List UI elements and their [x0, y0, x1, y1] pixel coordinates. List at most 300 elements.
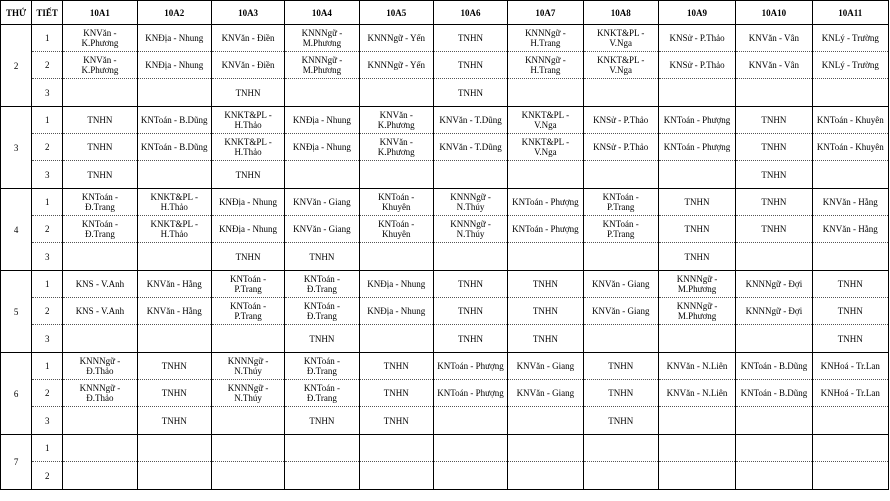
schedule-cell [433, 271, 507, 298]
schedule-cell [137, 79, 211, 107]
subject-teacher: KNVăn - T.Dũng [439, 142, 502, 152]
schedule-cell [812, 298, 888, 325]
period-number: 2 [32, 462, 63, 490]
schedule-cell [63, 271, 137, 298]
schedule-cell [63, 298, 137, 325]
subject-teacher: KNToán - Đ.Trang [303, 383, 340, 403]
schedule-cell [508, 380, 583, 407]
day-label: 5 [1, 271, 32, 353]
schedule-cell [359, 25, 433, 52]
subject-teacher: TNHN [761, 142, 787, 152]
subject-teacher: KNVăn - K.Phương [377, 137, 415, 157]
schedule-cell [736, 216, 812, 243]
subject-teacher: TNHN [532, 333, 558, 344]
schedule-cell [736, 298, 812, 325]
subject-teacher: TNHN [161, 388, 187, 398]
subject-teacher: KNNNgữ - N.Thúy [450, 219, 491, 239]
schedule-cell [812, 243, 888, 271]
header-row [1, 1, 889, 25]
schedule-cell [658, 298, 735, 325]
period-number: 3 [32, 407, 63, 435]
subject-teacher: KNĐịa - Nhung [367, 306, 426, 316]
schedule-cell [736, 462, 812, 490]
schedule-cell [583, 243, 658, 271]
schedule-cell [63, 189, 137, 216]
schedule-cell [285, 325, 359, 353]
schedule-cell [812, 52, 888, 79]
schedule-cell [812, 107, 888, 134]
subject-teacher: KNToán - Khuyên [816, 115, 884, 125]
subject-teacher: KNĐịa - Nhung [145, 33, 204, 43]
subject-teacher: KNToán - B.Dũng [740, 361, 808, 371]
schedule-cell [658, 134, 735, 161]
timetable-row [1, 407, 889, 435]
schedule-cell [63, 107, 137, 134]
schedule-cell [658, 107, 735, 134]
subject-teacher: TNHN [235, 87, 261, 98]
schedule-cell [583, 325, 658, 353]
subject-teacher: TNHN [608, 361, 634, 371]
schedule-cell [211, 271, 284, 298]
schedule-cell [137, 325, 211, 353]
schedule-cell [583, 435, 658, 462]
subject-teacher: KNToán - B.Dũng [140, 142, 208, 152]
subject-teacher: KNToán - Đ.Trang [303, 274, 340, 294]
subject-teacher: KNToán - Đ.Trang [303, 356, 340, 376]
subject-teacher: KNToán - Phượng [663, 142, 731, 152]
subject-teacher: KNToán - Khuyên [378, 192, 415, 212]
schedule-cell [583, 462, 658, 490]
schedule-cell [508, 435, 583, 462]
schedule-cell [211, 298, 284, 325]
subject-teacher: TNHN [458, 60, 484, 70]
schedule-cell [63, 407, 137, 435]
subject-teacher: KNVăn - Hằng [822, 224, 878, 234]
schedule-cell [63, 79, 137, 107]
subject-teacher: KNVăn - K.Phương [377, 110, 415, 130]
timetable-row [1, 271, 889, 298]
schedule-cell [433, 243, 507, 271]
subject-teacher: KNNNgữ - Đợi [745, 306, 803, 316]
subject-teacher: KNVăn - Giang [516, 388, 575, 398]
schedule-cell [583, 107, 658, 134]
schedule-cell [433, 407, 507, 435]
timetable-row [1, 161, 889, 189]
period-number: 1 [32, 107, 63, 134]
schedule-cell [211, 189, 284, 216]
subject-teacher: KNVăn - N.Liên [666, 361, 728, 371]
subject-teacher: TNHN [383, 388, 409, 398]
period-number: 1 [32, 25, 63, 52]
schedule-cell [658, 79, 735, 107]
subject-teacher: KNLý - Trường [821, 60, 879, 70]
schedule-cell [137, 462, 211, 490]
schedule-cell [583, 407, 658, 435]
subject-teacher: KNNNgữ - M.Phương [676, 274, 718, 294]
schedule-cell [63, 52, 137, 79]
subject-teacher: KNNNgữ - N.Thúy [227, 356, 269, 376]
schedule-cell [285, 462, 359, 490]
schedule-cell [285, 79, 359, 107]
subject-teacher: KNToán - P.Trang [230, 274, 267, 294]
header-day: THỨ [1, 1, 32, 25]
schedule-cell [137, 435, 211, 462]
schedule-cell [359, 407, 433, 435]
schedule-cell [736, 189, 812, 216]
schedule-cell [359, 189, 433, 216]
day-label: 2 [1, 25, 32, 107]
timetable-row [1, 107, 889, 134]
schedule-cell [211, 161, 284, 189]
subject-teacher: TNHN [383, 361, 409, 371]
schedule-cell [658, 243, 735, 271]
schedule-cell [658, 407, 735, 435]
subject-teacher: KNVăn - Điền [221, 60, 275, 70]
subject-teacher: TNHN [235, 169, 261, 180]
schedule-cell [658, 353, 735, 380]
schedule-cell [285, 189, 359, 216]
schedule-cell [583, 216, 658, 243]
subject-teacher: KNToán - P.Trang [230, 301, 267, 321]
schedule-cell [583, 134, 658, 161]
schedule-cell [211, 107, 284, 134]
schedule-cell [812, 462, 888, 490]
schedule-cell [137, 298, 211, 325]
schedule-cell [583, 79, 658, 107]
subject-teacher: TNHN [532, 306, 558, 316]
subject-teacher: KNKT&PL - V.Nga [521, 110, 570, 130]
schedule-cell [285, 271, 359, 298]
subject-teacher: TNHN [684, 224, 710, 234]
header-class: 10A11 [812, 1, 888, 25]
schedule-cell [736, 380, 812, 407]
schedule-cell [211, 435, 284, 462]
subject-teacher: KNĐịa - Nhung [367, 279, 426, 289]
header-class: 10A9 [658, 1, 735, 25]
subject-teacher: KNVăn - Hằng [146, 306, 202, 316]
timetable-row [1, 25, 889, 52]
subject-teacher: TNHN [161, 415, 187, 426]
subject-teacher: KNĐịa - Nhung [219, 224, 278, 234]
subject-teacher: KNS - V.Anh [75, 279, 125, 289]
schedule-cell [508, 52, 583, 79]
period-number: 3 [32, 79, 63, 107]
subject-teacher: KNVăn - T.Dũng [439, 115, 502, 125]
schedule-cell [137, 161, 211, 189]
schedule-cell [359, 462, 433, 490]
header-class: 10A5 [359, 1, 433, 25]
schedule-cell [736, 435, 812, 462]
schedule-cell [433, 353, 507, 380]
schedule-cell [359, 161, 433, 189]
schedule-cell [211, 353, 284, 380]
schedule-cell [508, 353, 583, 380]
schedule-cell [433, 435, 507, 462]
header-class: 10A3 [211, 1, 284, 25]
schedule-cell [736, 79, 812, 107]
subject-teacher: KNKT&PL - H.Thảo [150, 219, 198, 239]
subject-teacher: KNToán - Phượng [512, 197, 579, 207]
subject-teacher: KNToán - Đ.Trang [81, 219, 118, 239]
schedule-cell [433, 380, 507, 407]
subject-teacher: KNVăn - Hằng [146, 279, 202, 289]
subject-teacher: TNHN [458, 306, 484, 316]
subject-teacher: KNToán - P.Trang [602, 219, 639, 239]
schedule-cell [211, 25, 284, 52]
header-period: TIẾT [32, 1, 63, 25]
schedule-cell [211, 134, 284, 161]
subject-teacher: KNHoá - Tr.Lan [820, 388, 880, 398]
subject-teacher: KNToán - Phượng [663, 115, 731, 125]
schedule-cell [285, 353, 359, 380]
subject-teacher: KNSử - P.Thảo [593, 142, 649, 152]
schedule-cell [658, 25, 735, 52]
timetable-body [1, 25, 889, 490]
schedule-cell [63, 325, 137, 353]
schedule-cell [137, 407, 211, 435]
period-number: 2 [32, 134, 63, 161]
schedule-cell [359, 298, 433, 325]
schedule-cell [285, 25, 359, 52]
schedule-cell [812, 271, 888, 298]
schedule-cell [63, 161, 137, 189]
schedule-cell [508, 79, 583, 107]
schedule-cell [211, 52, 284, 79]
subject-teacher: KNHoá - Tr.Lan [820, 361, 880, 371]
subject-teacher: KNNNgữ - N.Thúy [227, 383, 269, 403]
schedule-cell [658, 189, 735, 216]
subject-teacher: TNHN [837, 306, 863, 316]
subject-teacher: KNVăn - K.Phương [81, 55, 119, 75]
schedule-cell [359, 325, 433, 353]
schedule-cell [508, 216, 583, 243]
schedule-cell [285, 243, 359, 271]
schedule-cell [812, 325, 888, 353]
period-number: 3 [32, 325, 63, 353]
subject-teacher: TNHN [383, 415, 409, 426]
schedule-cell [433, 298, 507, 325]
schedule-cell [285, 52, 359, 79]
schedule-cell [812, 353, 888, 380]
subject-teacher: TNHN [761, 115, 787, 125]
subject-teacher: KNToán - Phượng [437, 388, 504, 398]
subject-teacher: KNĐịa - Nhung [292, 115, 351, 125]
schedule-cell [137, 353, 211, 380]
subject-teacher: KNKT&PL - H.Thảo [150, 192, 198, 212]
schedule-cell [658, 52, 735, 79]
timetable-row [1, 216, 889, 243]
header-class: 10A6 [433, 1, 507, 25]
schedule-cell [137, 271, 211, 298]
subject-teacher: TNHN [608, 415, 634, 426]
schedule-cell [508, 271, 583, 298]
subject-teacher: KNNNgữ - M.Phương [301, 28, 343, 48]
period-number: 2 [32, 216, 63, 243]
subject-teacher: TNHN [458, 333, 484, 344]
schedule-cell [433, 325, 507, 353]
schedule-cell [736, 161, 812, 189]
schedule-cell [658, 271, 735, 298]
day-label: 3 [1, 107, 32, 189]
header-class: 10A2 [137, 1, 211, 25]
schedule-cell [583, 353, 658, 380]
period-number: 2 [32, 380, 63, 407]
schedule-cell [583, 189, 658, 216]
subject-teacher: KNKT&PL - H.Thảo [224, 137, 272, 157]
subject-teacher: KNKT&PL - V.Nga [597, 55, 645, 75]
schedule-cell [508, 407, 583, 435]
timetable-row [1, 298, 889, 325]
subject-teacher: TNHN [684, 197, 710, 207]
schedule-cell [211, 380, 284, 407]
period-number: 2 [32, 298, 63, 325]
schedule-cell [736, 25, 812, 52]
subject-teacher: KNĐịa - Nhung [219, 197, 278, 207]
subject-teacher: KNNNgữ - Yến [367, 60, 425, 70]
schedule-cell [285, 161, 359, 189]
schedule-cell [359, 134, 433, 161]
schedule-cell [736, 134, 812, 161]
schedule-cell [63, 216, 137, 243]
subject-teacher: KNĐịa - Nhung [145, 60, 204, 70]
schedule-cell [433, 107, 507, 134]
header-class: 10A7 [508, 1, 583, 25]
header-class: 10A10 [736, 1, 812, 25]
schedule-cell [508, 243, 583, 271]
schedule-cell [285, 407, 359, 435]
period-number: 3 [32, 243, 63, 271]
subject-teacher: KNVăn - Giang [591, 306, 650, 316]
timetable-row [1, 462, 889, 490]
schedule-cell [812, 25, 888, 52]
schedule-cell [211, 462, 284, 490]
subject-teacher: KNNNgữ - N.Thúy [450, 192, 491, 212]
schedule-cell [433, 134, 507, 161]
subject-teacher: TNHN [235, 251, 261, 262]
schedule-cell [812, 380, 888, 407]
schedule-cell [63, 462, 137, 490]
period-number: 1 [32, 353, 63, 380]
subject-teacher: KNLý - Trường [821, 33, 879, 43]
schedule-cell [137, 216, 211, 243]
subject-teacher: TNHN [761, 169, 787, 180]
subject-teacher: TNHN [608, 388, 634, 398]
schedule-cell [433, 161, 507, 189]
schedule-cell [359, 435, 433, 462]
subject-teacher: KNNNgữ - Yến [367, 33, 425, 43]
subject-teacher: KNSử - P.Thảo [593, 115, 649, 125]
schedule-cell [359, 271, 433, 298]
subject-teacher: KNNNgữ - H.Trang [525, 55, 566, 75]
schedule-cell [736, 407, 812, 435]
schedule-cell [137, 380, 211, 407]
subject-teacher: KNNNgữ - Đ.Thảo [79, 383, 121, 403]
schedule-cell [583, 52, 658, 79]
subject-teacher: KNĐịa - Nhung [292, 142, 351, 152]
subject-teacher: KNKT&PL - H.Thảo [224, 110, 272, 130]
subject-teacher: TNHN [87, 115, 113, 125]
subject-teacher: KNKT&PL - V.Nga [521, 137, 570, 157]
day-label: 4 [1, 189, 32, 271]
subject-teacher: KNNNgữ - M.Phương [676, 301, 718, 321]
subject-teacher: TNHN [309, 415, 335, 426]
schedule-cell [812, 189, 888, 216]
subject-teacher: TNHN [532, 279, 558, 289]
schedule-cell [211, 407, 284, 435]
schedule-cell [63, 243, 137, 271]
subject-teacher: TNHN [87, 169, 113, 180]
subject-teacher: KNVăn - Giang [516, 361, 575, 371]
schedule-cell [812, 435, 888, 462]
header-class: 10A1 [63, 1, 137, 25]
schedule-cell [63, 435, 137, 462]
subject-teacher: KNS - V.Anh [75, 306, 125, 316]
schedule-cell [508, 25, 583, 52]
schedule-cell [63, 134, 137, 161]
schedule-cell [508, 134, 583, 161]
subject-teacher: KNNNgữ - Đ.Thảo [79, 356, 121, 376]
schedule-cell [285, 134, 359, 161]
subject-teacher: KNToán - P.Trang [602, 192, 639, 212]
schedule-cell [812, 79, 888, 107]
schedule-cell [658, 161, 735, 189]
subject-teacher: TNHN [761, 224, 787, 234]
schedule-cell [658, 216, 735, 243]
schedule-cell [211, 325, 284, 353]
schedule-cell [433, 462, 507, 490]
schedule-cell [508, 161, 583, 189]
subject-teacher: TNHN [837, 333, 863, 344]
schedule-cell [433, 189, 507, 216]
subject-teacher: TNHN [87, 142, 113, 152]
timetable-row [1, 380, 889, 407]
schedule-cell [583, 380, 658, 407]
schedule-cell [137, 52, 211, 79]
header-class: 10A4 [285, 1, 359, 25]
schedule-cell [211, 79, 284, 107]
subject-teacher: KNNNgữ - Đợi [745, 279, 803, 289]
schedule-cell [508, 462, 583, 490]
schedule-cell [508, 189, 583, 216]
schedule-cell [433, 216, 507, 243]
day-label: 6 [1, 353, 32, 435]
schedule-cell [285, 216, 359, 243]
subject-teacher: KNSử - P.Thảo [669, 60, 725, 70]
schedule-cell [137, 134, 211, 161]
subject-teacher: KNToán - Khuyên [816, 142, 884, 152]
schedule-cell [359, 216, 433, 243]
subject-teacher: KNVăn - Giang [293, 197, 351, 207]
schedule-cell [211, 216, 284, 243]
schedule-cell [736, 271, 812, 298]
timetable-row [1, 243, 889, 271]
subject-teacher: TNHN [309, 333, 335, 344]
subject-teacher: KNNNgữ - H.Trang [525, 28, 566, 48]
subject-teacher: KNSử - P.Thảo [669, 33, 725, 43]
subject-teacher: TNHN [837, 279, 863, 289]
schedule-cell [211, 243, 284, 271]
subject-teacher: TNHN [761, 197, 787, 207]
timetable-row [1, 52, 889, 79]
schedule-cell [812, 134, 888, 161]
schedule-cell [736, 243, 812, 271]
schedule-cell [736, 107, 812, 134]
schedule-cell [137, 189, 211, 216]
schedule-cell [359, 52, 433, 79]
subject-teacher: KNToán - B.Dũng [140, 115, 208, 125]
schedule-cell [658, 462, 735, 490]
subject-teacher: KNToán - Khuyên [378, 219, 415, 239]
